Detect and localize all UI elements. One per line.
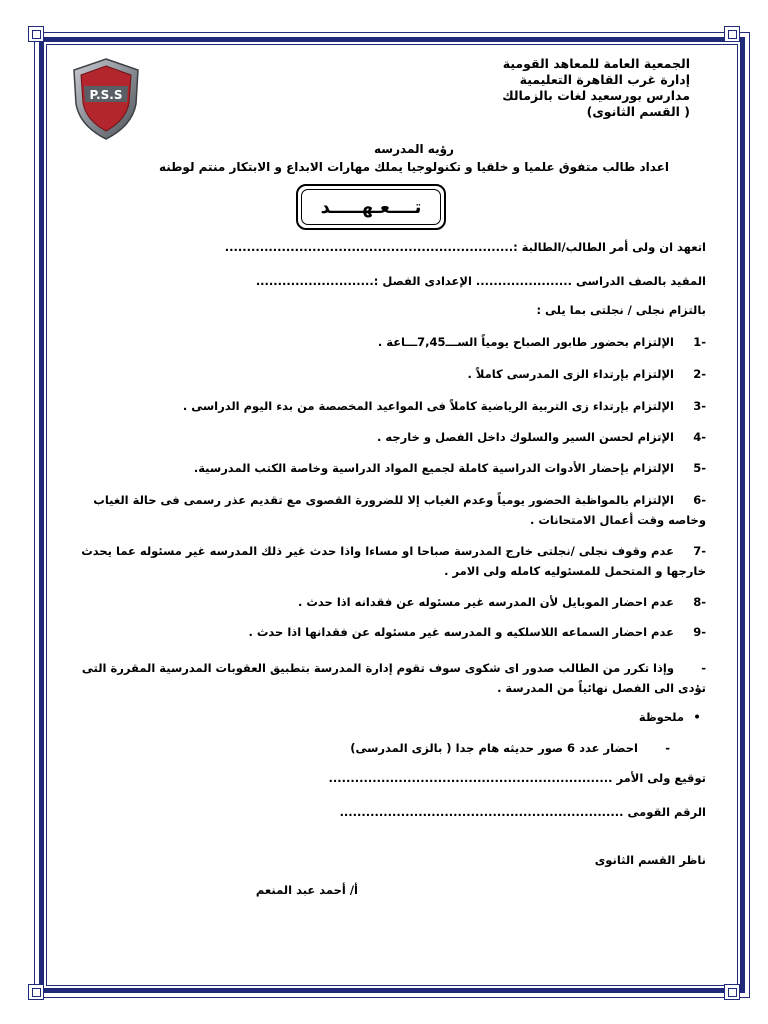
item-text: الإلتزام بحضور طابور الصباح يومياً الســـ7,45ـــاعة .	[377, 335, 674, 349]
shield-icon	[70, 56, 142, 142]
corner-ornament	[28, 984, 44, 1000]
note-item	[66, 738, 670, 758]
warning-note	[66, 658, 706, 698]
class-line: المقيد بالصف الدراسى ...................... الإعدادى الفصل :...........................	[255, 274, 706, 288]
list-item	[66, 332, 706, 352]
list-item	[66, 592, 706, 612]
item-number: -3	[693, 399, 706, 413]
item-text: عدم احضار السماعه اللاسلكيه و المدرسه غير مسئوله عن فقدانها اذا حدث .	[248, 625, 674, 639]
header-line: الجمعية العامة للمعاهد القومية	[502, 56, 690, 71]
item-text: الإلتزام بالمواظبة الحضور يومياً وعدم الغياب إلا للضرورة القصوى مع تقديم عذر رسمى فى حالة الغياب وخاصه وقت أعمال الامتحانات .	[93, 493, 706, 527]
school-logo	[70, 56, 142, 142]
item-number: -6	[693, 493, 706, 507]
note-heading	[66, 707, 706, 727]
item-number: -9	[693, 625, 706, 639]
corner-ornament	[28, 26, 44, 42]
item-number: -8	[693, 595, 706, 609]
bullet-icon: •	[693, 710, 701, 724]
item-text: الإتزام لحسن السير والسلوك داخل الفصل و خارجه .	[377, 430, 674, 444]
header-line: مدارس بورسعيد لغات بالزمالك	[502, 88, 690, 103]
item-number: -4	[693, 430, 706, 444]
item-number: -7	[693, 544, 706, 558]
warning-text: وإذا تكرر من الطالب صدور اى شكوى سوف تقوم إدارة المدرسة بتطبيق العقوبات المدرسية المقررة التى تؤدى الى الفصل نهائياً من المدرسة .	[81, 661, 706, 695]
school-header	[430, 56, 690, 120]
list-item	[66, 541, 706, 581]
item-number: -1	[693, 335, 706, 349]
principal-title: ناظر القسم الثانوى	[594, 853, 706, 867]
note-dash: -	[665, 741, 670, 755]
national-id-line: الرقم القومى .................................................................	[339, 805, 706, 819]
list-item	[66, 427, 706, 447]
list-item	[66, 622, 706, 642]
item-text: عدم وقوف نجلى /نجلتى خارج المدرسة صباحا او مساءا واذا حدث غير ذلك المدرسه غير مسئوله عما يحدث خارجها و المتحمل للمسئوليه كامله ولى الامر .	[81, 544, 706, 578]
note-text: احضار عدد 6 صور حديثه هام جدا ( بالزى المدرسى)	[350, 741, 638, 755]
guardian-signature-line: توقيع ولى الأمر .................................................................	[328, 771, 706, 785]
corner-ornament	[724, 26, 740, 42]
item-number: -2	[693, 367, 706, 381]
guardian-line: اتعهد ان ولى أمر الطالب/الطالبة :..................................................................	[224, 240, 706, 254]
corner-ornament	[724, 984, 740, 1000]
school-vision	[150, 140, 678, 176]
document-title-box	[296, 184, 446, 230]
item-text: الإلتزام بإرتداء زى التربية الرياضية كاملاً فى المواعيد المخصصة من بدء اليوم الدراسى .	[182, 399, 674, 413]
list-item	[66, 396, 706, 416]
item-text: الإلتزام بإحضار الأدوات الدراسية كاملة لجميع المواد الدراسية وخاصة الكتب المدرسية.	[193, 461, 674, 475]
item-number: -5	[693, 461, 706, 475]
svg-text:P.S.S: P.S.S	[89, 88, 123, 102]
item-text: عدم احضار الموبايل لأن المدرسه غير مسئوله عن فقدانه اذا حدث .	[297, 595, 674, 609]
vision-title: رؤيه المدرسه	[374, 142, 454, 156]
item-text: الإلتزام بإرتداء الزى المدرسى كاملاً .	[467, 367, 674, 381]
principal-name: أ/ أحمد عبد المنعم	[255, 883, 358, 897]
document-title: تــــعـهـــــد	[301, 189, 441, 225]
list-item	[66, 490, 706, 530]
header-line: ( القسم الثانوى)	[586, 104, 690, 119]
vision-text: اعداد طالب متفوق علميا و خلقيا و تكنولوجيا يملك مهارات الابداع و الابتكار منتم لوطنه	[158, 160, 670, 174]
note-label: ملحوظة	[638, 710, 684, 724]
list-item	[66, 364, 706, 384]
list-item	[66, 458, 706, 478]
commitment-intro: بالتزام نجلى / نجلتى بما يلى :	[536, 303, 706, 317]
header-line: إدارة غرب القاهرة التعليمية	[519, 72, 690, 87]
warning-dash: -	[701, 661, 706, 675]
